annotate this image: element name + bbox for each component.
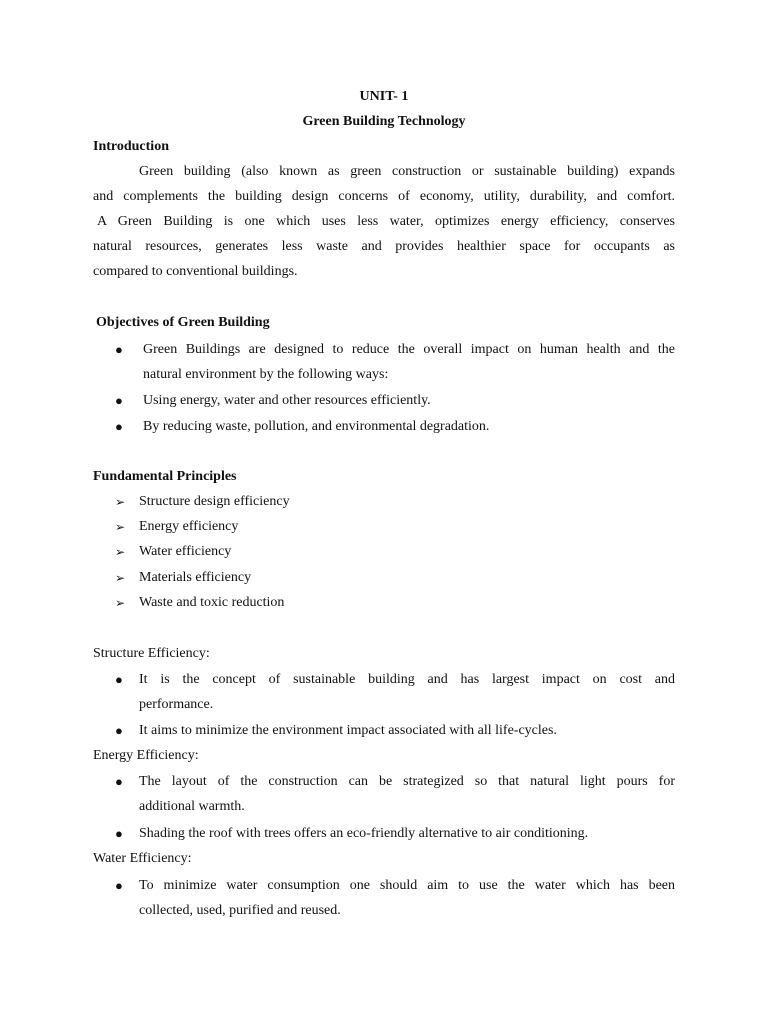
principle-5: Waste and toxic reduction	[139, 595, 285, 610]
arrow-bullet-icon: ➢	[115, 571, 126, 585]
intro-heading: Introduction	[93, 139, 169, 154]
intro-paragraph-2-line-1: A Green Building is one which uses less water, optimizes energy efficiency, conserves	[97, 214, 675, 229]
objectives-heading: Objectives of Green Building	[96, 315, 270, 330]
energy-heading: Energy Efficiency:	[93, 748, 199, 763]
bullet-icon: ●	[115, 342, 123, 357]
bullet-icon: ●	[115, 419, 123, 434]
arrow-bullet-icon: ➢	[115, 545, 126, 559]
principles-heading: Fundamental Principles	[93, 469, 237, 484]
principle-4: Materials efficiency	[139, 570, 252, 585]
water-heading: Water Efficiency:	[93, 851, 192, 866]
arrow-bullet-icon: ➢	[115, 495, 126, 509]
arrow-bullet-icon: ➢	[115, 596, 126, 610]
intro-paragraph-2-line-3: compared to conventional buildings.	[93, 264, 298, 279]
energy-point-1-line-2: additional warmth.	[139, 799, 245, 814]
objective-1-line-1: Green Buildings are designed to reduce the overall impact on human health and the	[143, 342, 675, 357]
principle-3: Water efficiency	[139, 544, 232, 559]
energy-point-1-line-1: The layout of the construction can be strategized so that natural light pours for	[139, 774, 675, 789]
structure-point-1-line-2: performance.	[139, 697, 214, 712]
bullet-icon: ●	[115, 393, 123, 408]
water-point-1-line-2: collected, used, purified and reused.	[139, 903, 341, 918]
arrow-bullet-icon: ➢	[115, 520, 126, 534]
objective-3: By reducing waste, pollution, and environmental degradation.	[143, 419, 490, 434]
principle-2: Energy efficiency	[139, 519, 239, 534]
objective-2: Using energy, water and other resources efficiently.	[143, 393, 431, 408]
principle-1: Structure design efficiency	[139, 494, 290, 509]
bullet-icon: ●	[115, 774, 123, 789]
water-point-1-line-1: To minimize water consumption one should aim to use the water which has been	[139, 878, 675, 893]
energy-point-2: Shading the roof with trees offers an eco-friendly alternative to air conditioning.	[139, 826, 589, 841]
structure-heading: Structure Efficiency:	[93, 646, 210, 661]
document-title: Green Building Technology	[302, 114, 466, 129]
objective-1-line-2: natural environment by the following ways:	[143, 367, 389, 382]
bullet-icon: ●	[115, 878, 123, 893]
intro-paragraph-2-line-2: natural resources, generates less waste and provides healthier space for occupants as	[93, 239, 675, 254]
intro-paragraph-1-line-2: and complements the building design concerns of economy, utility, durability, and comfort.	[93, 189, 675, 204]
bullet-icon: ●	[115, 826, 123, 841]
bullet-icon: ●	[115, 672, 123, 687]
structure-point-2: It aims to minimize the environment impact associated with all life-cycles.	[139, 723, 557, 738]
structure-point-1-line-1: It is the concept of sustainable building and has largest impact on cost and	[139, 672, 675, 687]
bullet-icon: ●	[115, 723, 123, 738]
unit-label: UNIT- 1	[359, 89, 409, 104]
intro-paragraph-1-line-1: Green building (also known as green construction or sustainable building) expands	[139, 164, 675, 179]
